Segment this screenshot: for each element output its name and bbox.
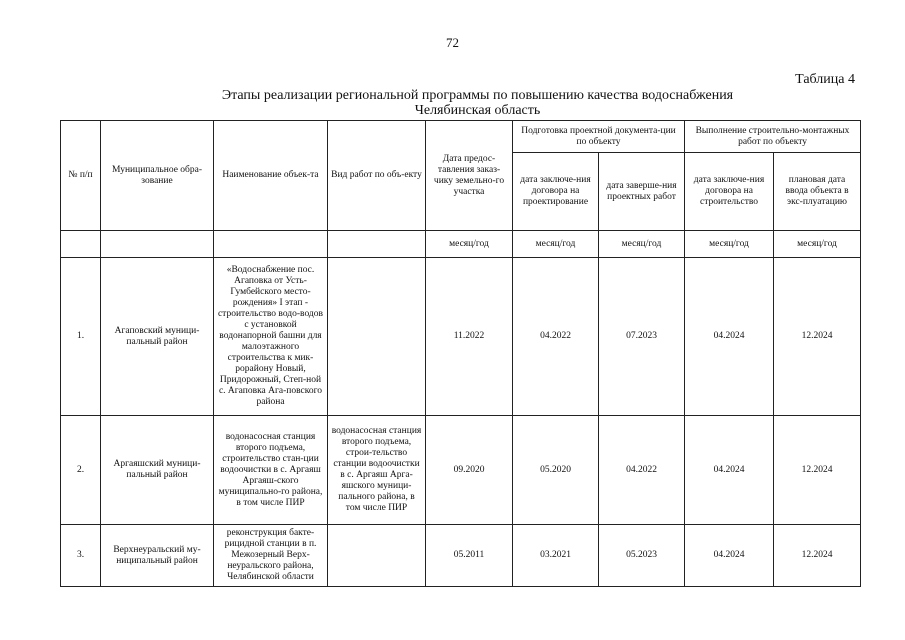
construction-contract-cell: 04.2024 bbox=[685, 258, 774, 416]
row-number: 1. bbox=[61, 258, 101, 416]
header-commission: плановая дата ввода объекта в экс-плуатацию bbox=[774, 153, 861, 231]
work-type-cell: водонасосная станция второго подъема, строи-тельство станции водоочистки в с. Аргаяш Арга-яшского муници-пального района, в том числе ПИР bbox=[328, 416, 426, 525]
object-name-cell: водонасосная станция второго подъема, строительство стан-ции водоочистки в с. Аргаяш Аргаяш-ского муниципально-го района, в том числе ПИР bbox=[214, 416, 328, 525]
unit-cell: месяц/год bbox=[599, 231, 685, 258]
table-label: Таблица 4 bbox=[795, 72, 855, 87]
construction-contract-cell: 04.2024 bbox=[685, 416, 774, 525]
program-stages-table bbox=[60, 120, 861, 587]
header-land-date: Дата предос-тавления заказ-чику земельно-го участка bbox=[426, 121, 513, 231]
commission-date-cell: 12.2024 bbox=[774, 416, 861, 525]
unit-cell: месяц/год bbox=[685, 231, 774, 258]
municipality-cell: Агаповский муници-пальный район bbox=[101, 258, 214, 416]
row-number: 3. bbox=[61, 525, 101, 587]
land-date-cell: 11.2022 bbox=[426, 258, 513, 416]
header-construction-group: Выполнение строительно-монтажных работ по объекту bbox=[685, 121, 861, 153]
unit-cell-empty bbox=[214, 231, 328, 258]
commission-date-cell: 12.2024 bbox=[774, 258, 861, 416]
object-name-cell: «Водоснабжение пос. Агаповка от Усть-Гумбейского место-рождения» I этап - строительство водо-водов с установкой водонапорной башни для малоэтажного строительства к мик-рорайону Новый, Придорожный, Степ-ной с. Агаповка Ага-повского района bbox=[214, 258, 328, 416]
land-date-cell: 05.2011 bbox=[426, 525, 513, 587]
header-construction-contract: дата заключе-ния договора на строительство bbox=[685, 153, 774, 231]
municipality-cell: Верхнеуральский му-ниципальный район bbox=[101, 525, 214, 587]
document-title bbox=[0, 88, 905, 118]
page-number: 72 bbox=[446, 35, 459, 50]
header-num: № п/п bbox=[61, 121, 101, 231]
header-design-group: Подготовка проектной документа-ции по объекту bbox=[513, 121, 685, 153]
work-type-cell bbox=[328, 525, 426, 587]
design-contract-cell: 05.2020 bbox=[513, 416, 599, 525]
work-type-cell bbox=[328, 258, 426, 416]
unit-row bbox=[61, 231, 861, 258]
object-name-cell: реконструкция бакте-рицидной станции в п. Межозерный Верх-неуральского района, Челябинской области bbox=[214, 525, 328, 587]
title-line-1: Этапы реализации региональной программы по повышению качества водоснабжения bbox=[221, 88, 734, 103]
header-municipality: Муниципальное обра-зование bbox=[101, 121, 214, 231]
design-end-cell: 04.2022 bbox=[599, 416, 685, 525]
commission-date-cell: 12.2024 bbox=[774, 525, 861, 587]
unit-cell: месяц/год bbox=[774, 231, 861, 258]
header-work: Вид работ по объ-екту bbox=[328, 121, 426, 231]
header-row-1 bbox=[61, 121, 861, 153]
municipality-cell: Аргаяшский муници-пальный район bbox=[101, 416, 214, 525]
design-end-cell: 07.2023 bbox=[599, 258, 685, 416]
design-contract-cell: 04.2022 bbox=[513, 258, 599, 416]
unit-cell-empty bbox=[328, 231, 426, 258]
header-design-contract: дата заключе-ния договора на проектирование bbox=[513, 153, 599, 231]
unit-cell-empty bbox=[61, 231, 101, 258]
title-line-2: Челябинская область bbox=[414, 103, 541, 118]
unit-cell: месяц/год bbox=[426, 231, 513, 258]
design-end-cell: 05.2023 bbox=[599, 525, 685, 587]
table-row bbox=[61, 416, 861, 525]
header-object: Наименование объек-та bbox=[214, 121, 328, 231]
land-date-cell: 09.2020 bbox=[426, 416, 513, 525]
table-row bbox=[61, 525, 861, 587]
design-contract-cell: 03.2021 bbox=[513, 525, 599, 587]
row-number: 2. bbox=[61, 416, 101, 525]
construction-contract-cell: 04.2024 bbox=[685, 525, 774, 587]
header-design-end: дата заверше-ния проектных работ bbox=[599, 153, 685, 231]
unit-cell-empty bbox=[101, 231, 214, 258]
unit-cell: месяц/год bbox=[513, 231, 599, 258]
table-row bbox=[61, 258, 861, 416]
